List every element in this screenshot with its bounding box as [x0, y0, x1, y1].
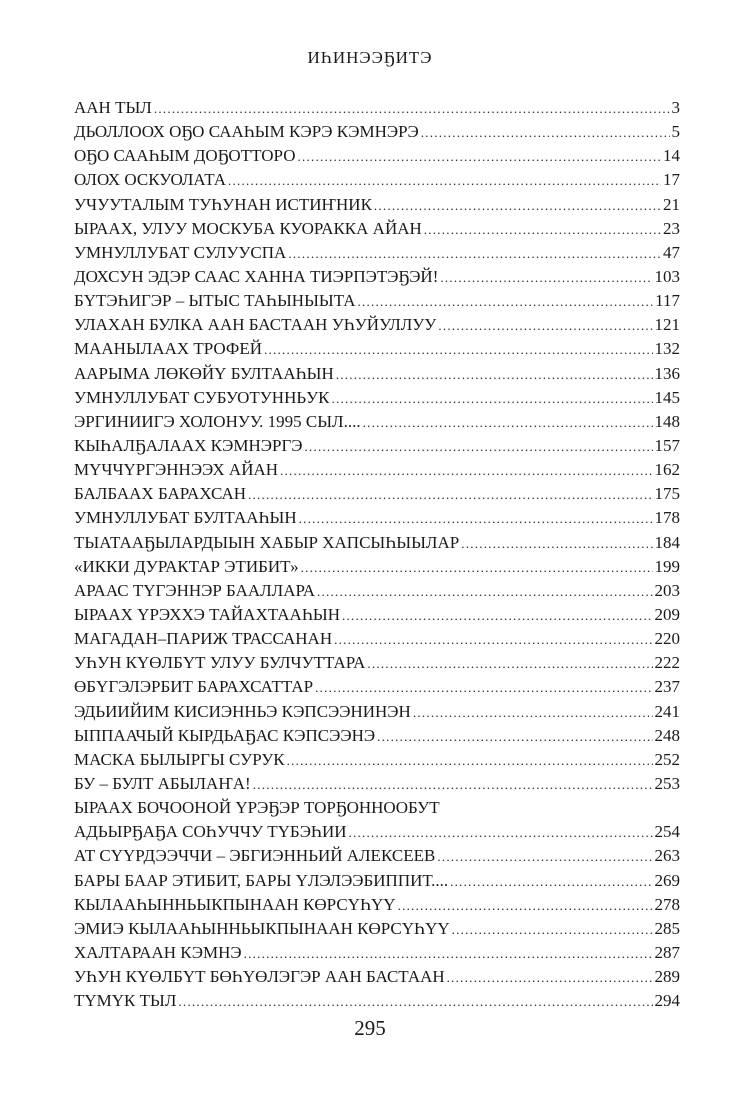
toc-entry	[74, 458, 680, 482]
toc-entry-title: ААРЫМА ЛӨКӨЙҮ БУЛТААҺЫН	[74, 363, 334, 383]
toc-entry	[74, 217, 680, 241]
toc-entry	[74, 386, 680, 410]
toc-entry	[74, 917, 680, 941]
dot-leader	[450, 869, 652, 893]
dot-leader	[228, 168, 661, 192]
toc-entry-page: 289	[654, 967, 680, 987]
toc-entry	[74, 96, 680, 120]
toc-entry	[74, 869, 680, 893]
dot-leader	[297, 144, 661, 168]
toc-entry-title: УЧУУТАЛЫМ ТУҺУНАН ИСТИҤНИК	[74, 194, 372, 214]
toc-entry-title: БАЛБААХ БАРАХСАН	[74, 484, 247, 504]
toc-entry-page: 248	[654, 725, 680, 745]
dot-leader	[287, 748, 653, 772]
toc-entry-title: ОЛОХ ОСКУОЛАТА	[74, 170, 227, 190]
dot-leader	[154, 96, 670, 120]
toc-entry	[74, 965, 680, 989]
toc-entry-page: 132	[654, 339, 680, 359]
page-number: 295	[354, 1016, 386, 1040]
toc-entry-title: ЫППААЧЫЙ КЫРДЬАҔАС КЭПСЭЭНЭ	[74, 725, 376, 745]
dot-leader	[301, 555, 653, 579]
toc-entry-page: 117	[655, 291, 680, 311]
dot-leader	[334, 627, 652, 651]
toc-entry-page: 175	[654, 484, 680, 504]
dot-leader	[305, 434, 653, 458]
toc-entry	[74, 337, 680, 361]
toc-entry-title: БУ – БУЛТ АБЫЛАҤА!	[74, 773, 251, 793]
dot-leader	[424, 217, 661, 241]
toc-entry	[74, 313, 680, 337]
toc-entry-title: ЫРААХ ҮРЭХХЭ ТАЙАХТААҺЫН	[74, 604, 340, 624]
toc-entry-title: МАСКА БЫЛЫРГЫ СУРУК	[74, 749, 285, 769]
toc-entry-title: АРААС ТҮГЭННЭР БААЛЛАРА	[74, 580, 316, 600]
dot-leader	[253, 772, 653, 796]
toc-entry	[74, 796, 680, 820]
toc-entry	[74, 700, 680, 724]
toc-entry-page: 241	[654, 701, 680, 721]
toc-entry-page: 17	[663, 170, 680, 190]
toc-entry-page: 178	[654, 508, 680, 528]
page-title: ИҺИНЭЭҔИТЭ	[307, 48, 433, 67]
toc-entry	[74, 748, 680, 772]
toc-entry-title: УҺУН КҮӨЛБҮТ УЛУУ БУЛЧУТТАРА	[74, 653, 366, 673]
toc-entry	[74, 893, 680, 917]
dot-leader	[367, 651, 652, 675]
toc-entry-title: ЭМИЭ КЫЛААҺЫННЬЫКПЫНААН КӨРСҮҺҮҮ	[74, 918, 450, 938]
toc-entry-page: 237	[654, 677, 680, 697]
toc-entry	[74, 675, 680, 699]
toc-entry	[74, 820, 680, 844]
toc-entry-title: УМНУЛЛУБАТ БУЛТААҺЫН	[74, 508, 297, 528]
dot-leader	[342, 603, 653, 627]
toc-entry-title: МАГАДАН–ПАРИЖ ТРАССАНАН	[74, 629, 333, 649]
toc-entry-page: 148	[654, 411, 680, 431]
dot-leader	[437, 844, 652, 868]
dot-leader	[358, 289, 654, 313]
dot-leader	[398, 893, 653, 917]
toc-entry-title: КЫҺАЛҔАЛААХ КЭМНЭРГЭ	[74, 435, 303, 455]
dot-leader	[336, 362, 653, 386]
dot-leader	[248, 482, 652, 506]
dot-leader	[374, 193, 661, 217]
dot-leader	[438, 313, 652, 337]
toc-entry-title: ОҔО СААҺЫМ ДОҔОТТОРО	[74, 146, 296, 166]
toc-entry	[74, 482, 680, 506]
toc-entry-title: «ИККИ ДУРАКТАР ЭТИБИТ»	[74, 556, 299, 576]
toc-entry	[74, 410, 680, 434]
dot-leader	[288, 241, 661, 265]
toc-entry-page: 220	[654, 629, 680, 649]
toc-entry	[74, 168, 680, 192]
dot-leader	[244, 941, 653, 965]
toc-entry	[74, 651, 680, 675]
dot-leader	[461, 531, 652, 555]
toc-entry-page: 136	[654, 363, 680, 383]
toc-entry-page: 199	[654, 556, 680, 576]
toc-entry-page: 14	[663, 146, 680, 166]
toc-entry	[74, 772, 680, 796]
toc-entry-title: УҺУН КҮӨЛБҮТ БӨҺҮӨЛЭГЭР ААН БАСТААН	[74, 967, 445, 987]
dot-leader	[280, 458, 652, 482]
dot-leader	[317, 579, 652, 603]
toc-entry-title: УМНУЛЛУБАТ СУЛУУСПА	[74, 242, 287, 262]
toc-entry-title: АДЬЫРҔАҔА СОҺУЧЧУ ТҮБЭҺИИ	[74, 822, 347, 842]
toc-entry-title: ДОХСУН ЭДЭР СААС ХАННА ТИЭРПЭТЭҔЭЙ!	[74, 266, 439, 286]
toc-entry-page: 287	[654, 942, 680, 962]
toc-entry-page: 294	[654, 991, 680, 1011]
toc-entry-title: ЫРААХ, УЛУУ МОСКУБА КУОРАККА АЙАН	[74, 218, 422, 238]
toc-entry-page: 121	[654, 315, 680, 335]
toc-entry-page: 23	[663, 218, 680, 238]
toc-entry-page: 157	[654, 435, 680, 455]
dot-leader	[440, 265, 652, 289]
toc-entry	[74, 144, 680, 168]
dot-leader	[447, 965, 653, 989]
toc-entry	[74, 555, 680, 579]
toc-entry-title: МҮЧЧҮРГЭННЭЭХ АЙАН	[74, 460, 279, 480]
toc-entry-page: 253	[654, 773, 680, 793]
toc-entry	[74, 989, 680, 1013]
toc-entry-title: БҮТЭҺИГЭР – ЫТЫС ТАҺЫНЫЫТА	[74, 291, 356, 311]
dot-leader	[178, 989, 652, 1013]
toc-entry	[74, 941, 680, 965]
toc-entry-page: 254	[654, 822, 680, 842]
toc-entry	[74, 506, 680, 530]
toc-entry-title: АТ СҮҮРДЭЭЧЧИ – ЭБГИЭННЬИЙ АЛЕКСЕЕВ	[74, 846, 436, 866]
toc-entry	[74, 434, 680, 458]
toc-entry	[74, 531, 680, 555]
dot-leader	[363, 410, 653, 434]
toc-entry-title: УМНУЛЛУБАТ СУБУОТУННЬУК	[74, 387, 330, 407]
toc-entry	[74, 724, 680, 748]
toc-entry-title: ӨБҮГЭЛЭРБИТ БАРАХСАТТАР	[74, 677, 314, 697]
dot-leader	[421, 120, 670, 144]
toc-entry	[74, 265, 680, 289]
toc-entry-page: 222	[654, 653, 680, 673]
toc-entry-page: 269	[654, 870, 680, 890]
dot-leader	[299, 506, 653, 530]
toc-entry	[74, 844, 680, 868]
toc-entry-title: УЛАХАН БУЛКА ААН БАСТААН УҺУЙУЛЛУУ	[74, 315, 437, 335]
toc-entry-title: ДЬОЛЛООХ ОҔО СААҺЫМ КЭРЭ КЭМНЭРЭ	[74, 122, 419, 142]
toc-entry	[74, 193, 680, 217]
toc-entry	[74, 120, 680, 144]
toc-entry-page: 47	[663, 242, 680, 262]
dot-leader	[332, 386, 653, 410]
toc-entry-page: 252	[654, 749, 680, 769]
toc-entry-page: 203	[654, 580, 680, 600]
toc-entry-title: ЭРГИНИИГЭ ХОЛОНУУ. 1995 СЫЛ....	[74, 411, 361, 431]
toc-entry-page: 285	[654, 918, 680, 938]
toc-entry-page: 184	[654, 532, 680, 552]
toc-entry	[74, 579, 680, 603]
toc-entry-page: 3	[671, 98, 680, 117]
toc-entry-title: ТЫАТААҔЫЛАРДЫЫН ХАБЫР ХАПСЫҺЫЫЛАР	[74, 532, 460, 552]
toc-entry-title: ХАЛТАРААН КЭМНЭ	[74, 942, 242, 962]
toc-entry-title: ЫРААХ БОЧООНОЙ ҮРЭҔЭР ТОРҔОННООБУТ	[74, 798, 440, 818]
toc-entry-page: 162	[654, 460, 680, 480]
toc-entry-title: ТҮМҮК ТЫЛ	[74, 991, 177, 1011]
toc-entry-page: 145	[654, 387, 680, 407]
toc-entry	[74, 627, 680, 651]
toc-entry-title: МААНЫЛААХ ТРОФЕЙ	[74, 339, 263, 359]
toc-entry	[74, 241, 680, 265]
toc-entry-page: 103	[654, 266, 680, 286]
toc-entry-title: ЭДЬИИЙИМ КИСИЭННЬЭ КЭПСЭЭНИНЭН	[74, 701, 411, 721]
toc-entry-title: КЫЛААҺЫННЬЫКПЫНААН КӨРСҮҺҮҮ	[74, 894, 396, 914]
toc-entry-title: БАРЫ БААР ЭТИБИТ, БАРЫ ҮЛЭЛЭЭБИППИТ....	[74, 870, 449, 890]
toc-entry	[74, 362, 680, 386]
dot-leader	[377, 724, 652, 748]
toc-entry-page: 263	[654, 846, 680, 866]
toc-entry-page: 5	[671, 122, 680, 142]
dot-leader	[264, 337, 652, 361]
toc-entry-page: 209	[654, 604, 680, 624]
toc-entry-page: 21	[663, 194, 680, 214]
dot-leader	[452, 917, 653, 941]
dot-leader	[315, 675, 652, 699]
toc-entry-title: ААН ТЫЛ	[74, 98, 152, 117]
toc-entry	[74, 289, 680, 313]
table-of-contents	[74, 96, 680, 1013]
dot-leader	[413, 700, 653, 724]
dot-leader	[349, 820, 653, 844]
toc-entry-page: 278	[654, 894, 680, 914]
toc-entry	[74, 603, 680, 627]
